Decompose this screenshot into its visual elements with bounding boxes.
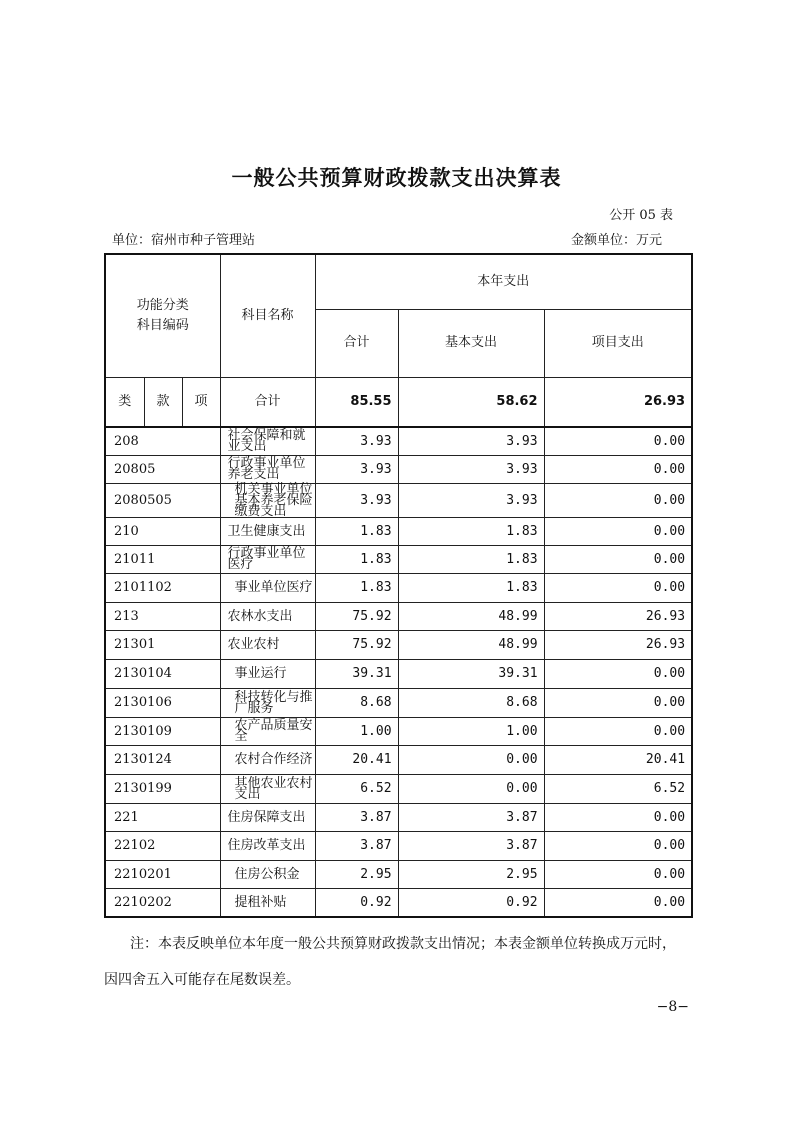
page-title: 一般公共预算财政拨款支出决算表 <box>231 165 562 190</box>
row-subject-name: 住房保障支出 <box>220 803 315 831</box>
lei-header: 类 <box>105 377 144 427</box>
row-subject-name: 农产品质量安全 <box>220 717 315 745</box>
table-row <box>105 427 692 455</box>
totals-row <box>105 377 692 427</box>
row-total: 1.83 <box>315 517 398 545</box>
note-line-1: 注：本表反映单位本年度一般公共预算财政拨款支出情况；本表金额单位转换成万元时， <box>130 936 676 952</box>
row-subject-name: 提租补贴 <box>220 888 315 917</box>
row-subject-name: 科技转化与推广服务 <box>220 688 315 717</box>
row-project: 0.00 <box>544 803 692 831</box>
row-project: 0.00 <box>544 573 692 602</box>
row-total: 1.00 <box>315 717 398 745</box>
row-code: 2210201 <box>105 860 220 888</box>
row-subject-name: 农村合作经济 <box>220 745 315 774</box>
row-code: 210 <box>105 517 220 545</box>
row-total: 3.93 <box>315 483 398 517</box>
row-subject-name: 住房公积金 <box>220 860 315 888</box>
form-number: 公开 05 表 <box>609 208 673 223</box>
sum-total: 85.55 <box>315 377 398 427</box>
row-subject-name: 其他农业农村支出 <box>220 774 315 803</box>
row-basic: 48.99 <box>398 630 544 659</box>
note-line-2: 因四舍五入可能存在尾数误差。 <box>104 972 300 988</box>
table-row <box>105 602 692 630</box>
row-total: 75.92 <box>315 630 398 659</box>
row-project: 0.00 <box>544 888 692 917</box>
row-subject-name: 事业单位医疗 <box>220 573 315 602</box>
table-row <box>105 774 692 803</box>
row-project: 26.93 <box>544 630 692 659</box>
func-code-header <box>105 254 220 377</box>
table-row <box>105 455 692 483</box>
table-row <box>105 630 692 659</box>
row-total: 3.93 <box>315 427 398 455</box>
row-basic: 8.68 <box>398 688 544 717</box>
row-subject-name: 社会保障和就业支出 <box>220 427 315 455</box>
table-row <box>105 517 692 545</box>
row-code: 21301 <box>105 630 220 659</box>
table-row <box>105 888 692 917</box>
row-code: 2130199 <box>105 774 220 803</box>
kuan-header: 款 <box>144 377 182 427</box>
row-code: 2130106 <box>105 688 220 717</box>
row-total: 3.87 <box>315 831 398 860</box>
table-row <box>105 573 692 602</box>
current-year-header: 本年支出 <box>315 254 692 309</box>
row-subject-name: 农林水支出 <box>220 602 315 630</box>
row-project: 0.00 <box>544 483 692 517</box>
row-subject-name: 卫生健康支出 <box>220 517 315 545</box>
row-code: 213 <box>105 602 220 630</box>
row-total: 75.92 <box>315 602 398 630</box>
sum-label: 合计 <box>220 377 315 427</box>
row-project: 6.52 <box>544 774 692 803</box>
row-code: 2130104 <box>105 659 220 688</box>
table-row <box>105 545 692 573</box>
func-code-header-line1: 功能分类 <box>136 297 189 313</box>
money-unit-label: 金额单位：万元 <box>570 233 662 248</box>
row-basic: 0.00 <box>398 745 544 774</box>
row-total: 3.93 <box>315 455 398 483</box>
row-basic: 3.87 <box>398 831 544 860</box>
row-subject-name: 农业农村 <box>220 630 315 659</box>
row-code: 22102 <box>105 831 220 860</box>
row-basic: 0.00 <box>398 774 544 803</box>
row-project: 0.00 <box>544 427 692 455</box>
func-code-header-line2: 科目编码 <box>136 317 189 333</box>
row-code: 2080505 <box>105 483 220 517</box>
row-total: 39.31 <box>315 659 398 688</box>
row-basic: 39.31 <box>398 659 544 688</box>
row-total: 20.41 <box>315 745 398 774</box>
row-project: 0.00 <box>544 659 692 688</box>
row-subject-name: 机关事业单位基本养老保险缴费支出 <box>220 483 315 517</box>
row-code: 208 <box>105 427 220 455</box>
xiang-header: 项 <box>182 377 220 427</box>
row-total: 8.68 <box>315 688 398 717</box>
row-code: 21011 <box>105 545 220 573</box>
row-basic: 3.87 <box>398 803 544 831</box>
table-row <box>105 803 692 831</box>
row-basic: 0.92 <box>398 888 544 917</box>
table-row <box>105 688 692 717</box>
row-basic: 1.83 <box>398 517 544 545</box>
row-code: 2210202 <box>105 888 220 917</box>
row-project: 26.93 <box>544 602 692 630</box>
row-code: 2101102 <box>105 573 220 602</box>
row-basic: 3.93 <box>398 483 544 517</box>
row-basic: 1.00 <box>398 717 544 745</box>
row-subject-name: 住房改革支出 <box>220 831 315 860</box>
table-row <box>105 717 692 745</box>
row-project: 0.00 <box>544 545 692 573</box>
row-total: 1.83 <box>315 573 398 602</box>
row-total: 1.83 <box>315 545 398 573</box>
sum-project: 26.93 <box>544 377 692 427</box>
total-header: 合计 <box>315 309 398 377</box>
table-row <box>105 659 692 688</box>
basic-header: 基本支出 <box>398 309 544 377</box>
row-subject-name: 行政事业单位医疗 <box>220 545 315 573</box>
row-code: 2130109 <box>105 717 220 745</box>
row-code: 2130124 <box>105 745 220 774</box>
project-header: 项目支出 <box>544 309 692 377</box>
row-basic: 1.83 <box>398 573 544 602</box>
row-subject-name: 事业运行 <box>220 659 315 688</box>
row-total: 2.95 <box>315 860 398 888</box>
table-row <box>105 483 692 517</box>
table-row <box>105 745 692 774</box>
unit-label: 单位：宿州市种子管理站 <box>112 233 256 248</box>
row-subject-name: 行政事业单位养老支出 <box>220 455 315 483</box>
row-project: 0.00 <box>544 831 692 860</box>
row-total: 0.92 <box>315 888 398 917</box>
row-code: 20805 <box>105 455 220 483</box>
row-basic: 3.93 <box>398 427 544 455</box>
row-project: 0.00 <box>544 688 692 717</box>
subject-name-header: 科目名称 <box>220 254 315 377</box>
page-number: −8− <box>656 999 689 1015</box>
row-project: 0.00 <box>544 517 692 545</box>
table-row <box>105 860 692 888</box>
row-project: 0.00 <box>544 455 692 483</box>
row-basic: 48.99 <box>398 602 544 630</box>
row-project: 20.41 <box>544 745 692 774</box>
row-total: 3.87 <box>315 803 398 831</box>
row-basic: 2.95 <box>398 860 544 888</box>
row-basic: 1.83 <box>398 545 544 573</box>
sum-basic: 58.62 <box>398 377 544 427</box>
row-code: 221 <box>105 803 220 831</box>
row-project: 0.00 <box>544 717 692 745</box>
table-row <box>105 831 692 860</box>
row-total: 6.52 <box>315 774 398 803</box>
row-basic: 3.93 <box>398 455 544 483</box>
expenditure-table <box>104 253 693 918</box>
row-project: 0.00 <box>544 860 692 888</box>
